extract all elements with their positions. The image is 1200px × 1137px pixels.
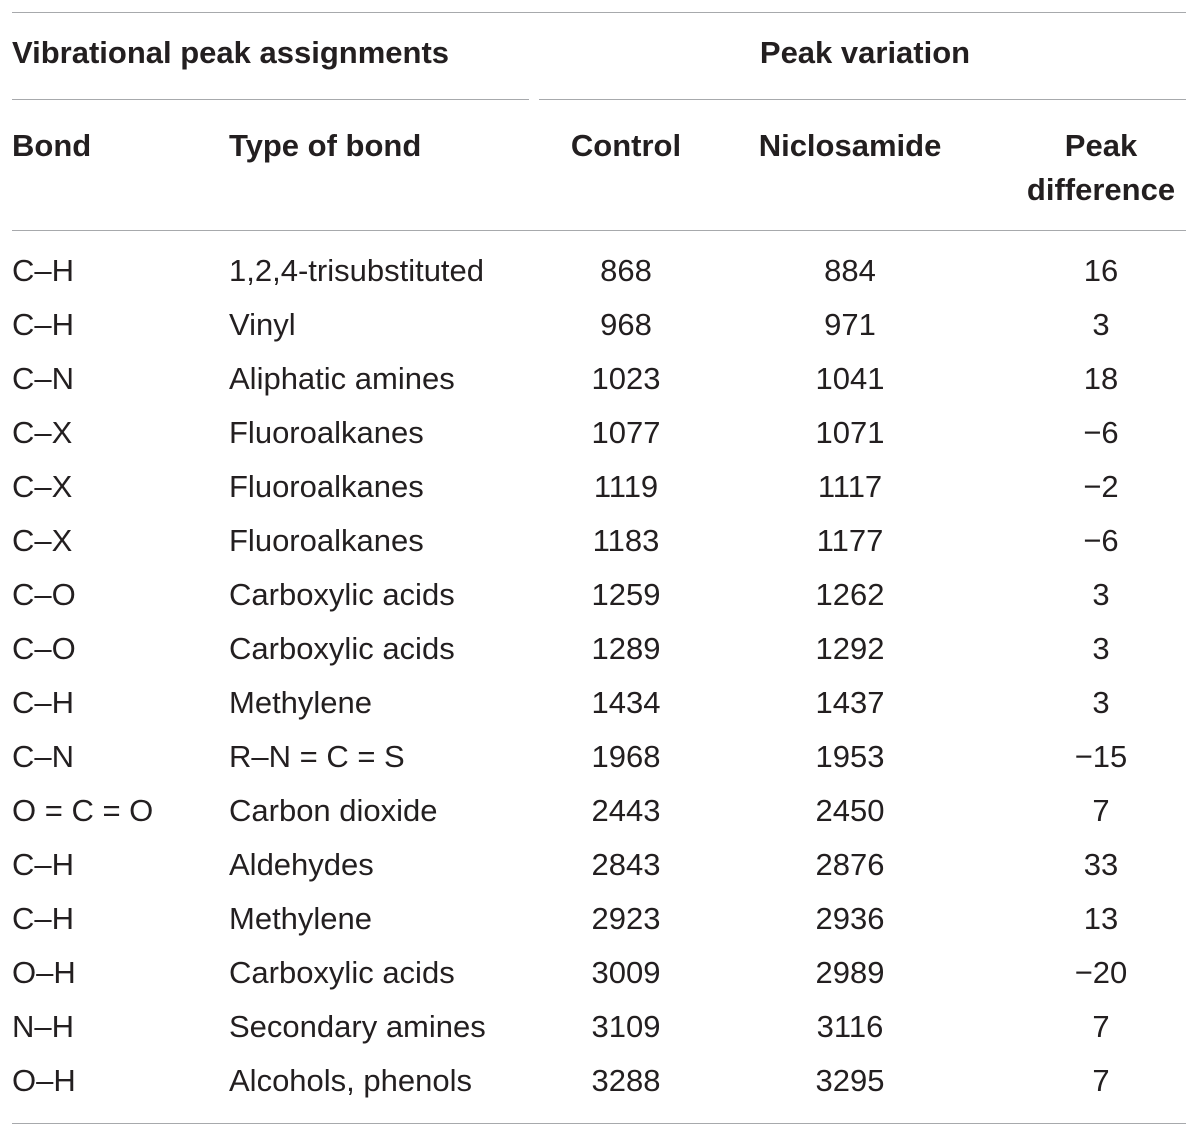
cell-peak-difference: −6 <box>1083 523 1119 558</box>
cell-control: 2843 <box>591 847 661 882</box>
cell-type: Carboxylic acids <box>229 955 455 990</box>
cell-type: Vinyl <box>229 307 296 342</box>
table-row <box>0 569 1200 623</box>
table-row <box>0 893 1200 947</box>
cell-control: 868 <box>600 253 652 288</box>
cell-control: 2443 <box>591 793 661 828</box>
cell-bond: C–N <box>12 361 75 396</box>
cell-niclosamide: 1437 <box>815 685 885 720</box>
cell-type: Methylene <box>229 901 373 936</box>
column-header-niclosamide: Niclosamide <box>758 128 942 163</box>
cell-niclosamide: 884 <box>824 253 876 288</box>
cell-control: 1289 <box>591 631 661 666</box>
cell-type: Aldehydes <box>229 847 374 882</box>
cell-type: Secondary amines <box>229 1009 486 1044</box>
cell-peak-difference: 7 <box>1092 1063 1110 1098</box>
cell-peak-difference: −2 <box>1083 469 1119 504</box>
table-row <box>0 677 1200 731</box>
cell-control: 968 <box>600 307 652 342</box>
cell-bond: C–H <box>12 307 75 342</box>
cell-peak-difference: −15 <box>1074 739 1128 774</box>
cell-control: 1023 <box>591 361 661 396</box>
table-row <box>0 1055 1200 1109</box>
cell-peak-difference: −6 <box>1083 415 1119 450</box>
cell-niclosamide: 2450 <box>815 793 885 828</box>
cell-control: 1259 <box>591 577 661 612</box>
table-row <box>0 353 1200 407</box>
table-row <box>0 947 1200 1001</box>
group-header-assignments: Vibrational peak assignments <box>12 35 450 70</box>
table-row <box>0 515 1200 569</box>
cell-control: 3009 <box>591 955 661 990</box>
cell-bond: O–H <box>12 1063 76 1098</box>
cell-type: 1,2,4-trisubstituted <box>229 253 485 288</box>
cell-control: 1183 <box>592 523 660 558</box>
cell-control: 1077 <box>591 415 661 450</box>
cell-niclosamide: 2936 <box>815 901 885 936</box>
cell-control: 2923 <box>591 901 661 936</box>
cell-bond: C–O <box>12 577 76 612</box>
table-row <box>0 623 1200 677</box>
column-header-bond: Bond <box>12 128 92 163</box>
cell-peak-difference: 7 <box>1092 793 1110 828</box>
cell-control: 1119 <box>593 469 659 504</box>
cell-niclosamide: 1953 <box>815 739 885 774</box>
cell-peak-difference: 3 <box>1092 631 1110 666</box>
cell-bond: C–X <box>12 469 73 504</box>
cell-niclosamide: 3116 <box>816 1009 884 1044</box>
table-row <box>0 245 1200 299</box>
table-row <box>0 839 1200 893</box>
cell-bond: C–X <box>12 523 73 558</box>
cell-peak-difference: 13 <box>1083 901 1119 936</box>
cell-type: Carbon dioxide <box>229 793 438 828</box>
cell-type: Aliphatic amines <box>229 361 455 396</box>
cell-control: 3109 <box>591 1009 661 1044</box>
column-header-peak-difference-line2: difference <box>1026 172 1176 207</box>
column-header-control: Control <box>570 128 682 163</box>
cell-type: R–N = C = S <box>229 739 405 774</box>
cell-bond: C–H <box>12 901 75 936</box>
table-row <box>0 299 1200 353</box>
cell-peak-difference: −20 <box>1074 955 1128 990</box>
cell-bond: C–O <box>12 631 76 666</box>
cell-type: Fluoroalkanes <box>229 415 424 450</box>
cell-type: Alcohols, phenols <box>229 1063 472 1098</box>
cell-niclosamide: 1177 <box>816 523 884 558</box>
cell-peak-difference: 3 <box>1092 307 1110 342</box>
table-row <box>0 461 1200 515</box>
cell-type: Methylene <box>229 685 373 720</box>
cell-bond: O–H <box>12 955 76 990</box>
cell-niclosamide: 2876 <box>815 847 885 882</box>
table-row <box>0 785 1200 839</box>
cell-niclosamide: 1071 <box>815 415 885 450</box>
group-header-variation: Peak variation <box>759 35 971 70</box>
cell-control: 3288 <box>591 1063 661 1098</box>
cell-type: Fluoroalkanes <box>229 523 424 558</box>
cell-bond: C–N <box>12 739 75 774</box>
cell-bond: C–H <box>12 685 75 720</box>
cell-peak-difference: 3 <box>1092 685 1110 720</box>
cell-niclosamide: 971 <box>824 307 876 342</box>
cell-peak-difference: 16 <box>1083 253 1119 288</box>
cell-control: 1968 <box>591 739 661 774</box>
column-header-type: Type of bond <box>229 128 422 163</box>
cell-peak-difference: 33 <box>1083 847 1119 882</box>
cell-type: Carboxylic acids <box>229 631 455 666</box>
cell-type: Carboxylic acids <box>229 577 455 612</box>
cell-peak-difference: 3 <box>1092 577 1110 612</box>
group-rule-variation <box>539 99 1186 100</box>
cell-niclosamide: 3295 <box>815 1063 885 1098</box>
header-bottom-rule <box>12 230 1186 231</box>
cell-peak-difference: 7 <box>1092 1009 1110 1044</box>
cell-peak-difference: 18 <box>1083 361 1119 396</box>
cell-niclosamide: 2989 <box>815 955 885 990</box>
cell-bond: N–H <box>12 1009 75 1044</box>
table-row <box>0 731 1200 785</box>
cell-bond: O = C = O <box>12 793 154 828</box>
cell-bond: C–H <box>12 847 75 882</box>
cell-control: 1434 <box>591 685 661 720</box>
bottom-rule <box>12 1123 1186 1124</box>
cell-niclosamide: 1041 <box>815 361 885 396</box>
cell-niclosamide: 1117 <box>817 469 883 504</box>
table-row <box>0 407 1200 461</box>
table-row <box>0 1001 1200 1055</box>
cell-bond: C–H <box>12 253 75 288</box>
cell-niclosamide: 1262 <box>815 577 885 612</box>
cell-niclosamide: 1292 <box>815 631 885 666</box>
cell-type: Fluoroalkanes <box>229 469 424 504</box>
cell-bond: C–X <box>12 415 73 450</box>
column-header-peak-difference-line1: Peak <box>1064 128 1138 163</box>
top-rule <box>12 12 1186 13</box>
group-rule-assignments <box>12 99 529 100</box>
